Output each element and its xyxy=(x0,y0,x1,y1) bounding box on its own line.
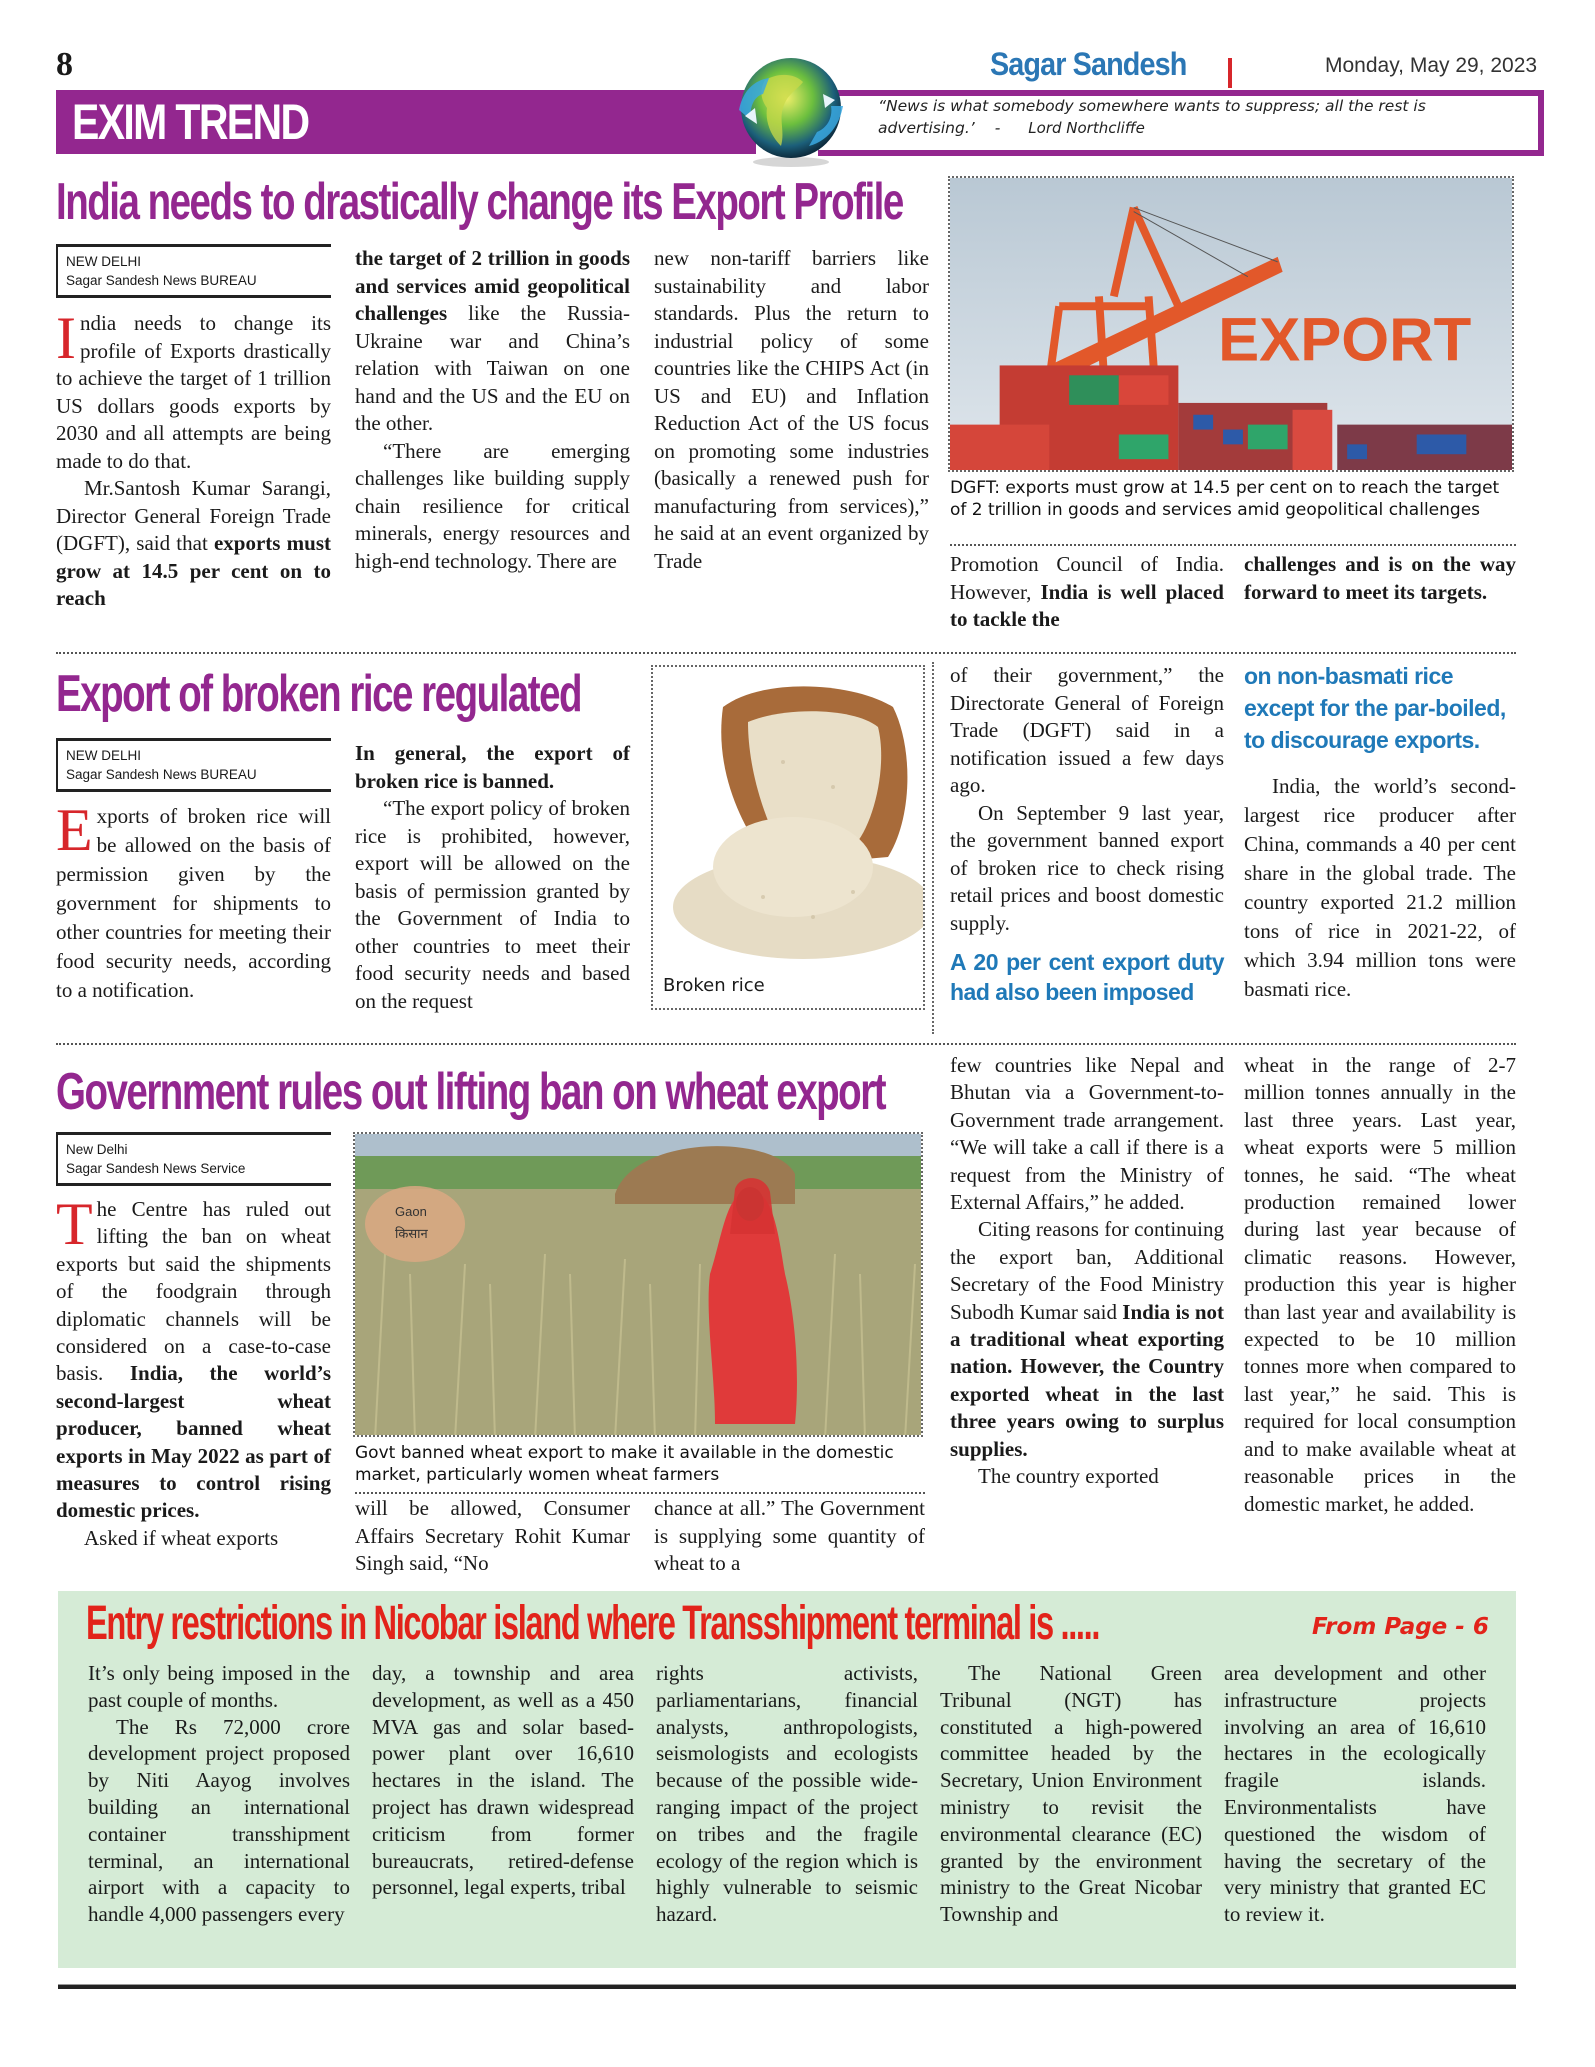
article-1-col-4 xyxy=(950,551,1224,634)
wheat-photo-caption: Govt banned wheat export to make it available in the domestic market, particularly women wheat farmers xyxy=(355,1443,894,1485)
paragraph: will be allowed, Consumer Affairs Secretary Rohit Kumar Singh said, “No xyxy=(355,1496,630,1575)
article-1-byline xyxy=(56,244,331,298)
article-4-col-3 xyxy=(656,1660,918,1928)
paragraph-block xyxy=(1244,772,1516,1004)
quote-text: “News is what somebody somewhere wants to suppress; all the rest is advertising.’ xyxy=(878,97,1426,137)
quote-author: Lord Northcliffe xyxy=(1028,119,1145,137)
article-1-col-3 xyxy=(654,245,929,575)
export-image-label: EXPORT xyxy=(1218,305,1472,375)
article-2-col-1 xyxy=(56,797,331,1005)
bold-text: India is well placed to tackle the xyxy=(950,579,1224,631)
caption-divider xyxy=(355,1492,925,1494)
paragraph: On September 9 last year, the government banned export of broken rice to check rising retail prices and boost domestic supply. xyxy=(950,800,1224,935)
article-1-col-2 xyxy=(355,245,630,575)
globe-icon xyxy=(725,50,853,168)
byline-place: New Delhi xyxy=(66,1142,128,1157)
export-port-photo xyxy=(948,176,1514,472)
article-1-col-1 xyxy=(56,305,331,613)
article-3-headline: Government rules out lifting ban on wheat export xyxy=(56,1063,886,1121)
paragraph: Mr.Santosh Kumar Sarangi, Director General Foreign Trade (DGFT), said that xyxy=(56,476,331,555)
paragraph: The National Green Tribunal (NGT) has constituted a high-powered committee headed by the Secretary, Union Environment ministry to revisit the environmental clearance (EC) granted by the environment ministry to the Great Nicobar Township and xyxy=(940,1661,1202,1927)
article-3-col-3 xyxy=(654,1495,925,1578)
section-title: EXIM TREND xyxy=(72,94,309,150)
caption-divider xyxy=(950,544,1516,546)
broken-rice-photo xyxy=(651,665,925,1010)
byline-source: Sagar Sandesh News BUREAU xyxy=(66,767,257,782)
column-divider xyxy=(932,662,934,1034)
paragraph: It’s only being imposed in the past couple of months. xyxy=(88,1661,350,1712)
paragraph: “There are emerging challenges like building supply chain resilience for critical minerals, energy resources and high-end technology. There are xyxy=(355,438,630,573)
paragraph: new non-tariff barriers like sustainability and labor standards. Plus the return to industrial policy of some countries like the CHIPS Act (in US and EU) and Inflation Reduction Act of the US focus on promoting some industries (basically a renewed push for manufacturing from services),” he said at an event organized by Trade xyxy=(654,246,929,573)
article-3-byline xyxy=(56,1132,331,1186)
paragraph: few countries like Nepal and Bhutan via a Government-to-Government trade arrangement. “We will take a call if there is a request from the Ministry of External Affairs,” he added. xyxy=(950,1053,1224,1215)
article-2-headline: Export of broken rice regulated xyxy=(56,665,582,723)
drop-cap: E xyxy=(56,797,93,863)
paragraph: of their government,” the Directorate General of Foreign Trade (DGFT) said in a notification issued a few days ago. xyxy=(950,663,1224,797)
article-2-byline xyxy=(56,738,331,792)
bold-text: In general, the export of broken rice is banned. xyxy=(355,741,630,793)
paragraph: area development and other infrastructure projects involving an area of 16,610 hectares in the ecologically fragile islands. Environmentalists have questioned the wisdom of having the secretary of the very ministry that granted EC to review it. xyxy=(1224,1661,1486,1927)
article-2-col-2 xyxy=(355,740,630,1015)
paragraph: rights activists, parliamentarians, financial analysts, anthropologists, seismologists and ecologists because of the possible wide-ranging impact of the project on tribes and the fragile ecology of the region which is highly vulnerable to seismic hazard. xyxy=(656,1661,918,1927)
wheat-field-image xyxy=(355,1134,923,1437)
article-3-col-5 xyxy=(1244,1052,1516,1518)
page-number: 8 xyxy=(56,46,73,83)
paragraph: The country exported xyxy=(978,1464,1159,1489)
rice-sack-image xyxy=(653,667,923,967)
article-2-col-3 xyxy=(950,662,1224,1007)
gaon-watermark: Gaon xyxy=(395,1204,427,1219)
article-1-col-5 xyxy=(1244,551,1516,606)
wheat-farmer-photo xyxy=(353,1132,923,1437)
drop-cap: T xyxy=(56,1191,93,1257)
paragraph: ndia needs to change its profile of Exports drastically to achieve the target of 1 trillion US dollars goods exports by 2030 and all attempts are being made to do that. xyxy=(56,311,331,473)
paragraph: wheat in the range of 2-7 million tonnes annually in the last three years. Last year, wheat exports were 5 million tonnes, he said. “The wheat production remained lower during last year because of climatic reasons. However, production this year is higher than last year and availability is expected to be 10 million tonnes more when compared to last year,” he said. This is required for local consumption and to make available wheat at reasonable prices in the domestic market, he added. xyxy=(1244,1053,1516,1516)
bold-text: India, the world’s second-largest wheat producer, banned wheat exports in May 2022 as part of measures to control rising domestic prices. xyxy=(56,1361,332,1523)
article-3-col-4 xyxy=(950,1052,1224,1491)
section-divider xyxy=(56,1043,1516,1045)
rice-photo-caption: Broken rice xyxy=(663,975,765,996)
masthead-quote xyxy=(878,95,1528,139)
bold-text: challenges and is on the way forward to meet its targets. xyxy=(1244,552,1516,604)
pull-quote-continued: on non-basmati rice except for the par-boiled, to discourage exports. xyxy=(1244,663,1506,753)
continued-from-link[interactable]: From Page - 6 xyxy=(1312,1614,1489,1640)
section-divider xyxy=(56,652,1516,654)
paragraph: xports of broken rice will be allowed on the basis of permission given by the government for shipments to other countries for meeting their food security needs, according to a notification. xyxy=(56,804,331,1002)
paragraph: Citing reasons for continuing the export ban, Additional Secretary of the Food Ministry Subodh Kumar said xyxy=(950,1217,1224,1324)
paragraph: day, a township and area development, as well as a 450 MVA gas and solar based-power plant over 16,610 hectares in the island. The project has drawn widespread criticism from former bureaucrats, retired-defense personnel, legal experts, tribal xyxy=(372,1661,634,1900)
article-3-col-2 xyxy=(355,1495,630,1578)
article-4-col-4 xyxy=(940,1660,1202,1928)
export-photo-caption: DGFT: exports must grow at 14.5 per cent on to reach the target of 2 trillion in goods and services amid geopolitical challenges xyxy=(950,478,1500,520)
paragraph: he Centre has ruled out lifting the ban on wheat exports but said the shipments of the foodgrain through diplomatic channels will be considered on a case-to-case basis. xyxy=(56,1197,331,1386)
page-bottom-rule xyxy=(58,1984,1516,1989)
drop-cap: I xyxy=(56,305,76,371)
kisan-watermark: किसान xyxy=(395,1227,428,1242)
bold-text: India is not a traditional wheat exporting nation. However, the Country exported wheat in the last three years owing to surplus supplies. xyxy=(950,1299,1224,1461)
paragraph: India, the world’s second-largest rice producer after China, commands a 40 per cent share in the global trade. The country exported 21.2 million tons of rice in 2021-22, of which 3.94 million tons were basmati rice. xyxy=(1244,774,1516,1001)
byline-source: Sagar Sandesh News BUREAU xyxy=(66,273,257,288)
article-4-col-5 xyxy=(1224,1660,1486,1928)
bold-text: exports must grow at 14.5 per cent on to reach xyxy=(56,531,331,610)
brand-divider xyxy=(1228,58,1232,88)
article-4-col-2 xyxy=(372,1660,634,1901)
article-3-col-1 xyxy=(56,1191,332,1552)
paragraph: The Rs 72,000 crore development project proposed by Niti Aayog involves building an international container transshipment terminal, an international airport with a capacity to handle 4,000 passengers every xyxy=(88,1714,350,1927)
newspaper-brand: Sagar Sandesh xyxy=(990,46,1187,82)
issue-date: Monday, May 29, 2023 xyxy=(1325,54,1538,77)
paragraph: like the Russia-Ukraine war and China’s relation with Taiwan on one hand and the US and the EU on the other. xyxy=(355,301,630,435)
cargo-crane-image xyxy=(950,178,1512,470)
paragraph: Promotion Council of India. However, xyxy=(950,552,1224,604)
bold-text: the target of 2 trillion in goods and services amid geopolitical challenges xyxy=(355,246,630,325)
quote-dash: - xyxy=(994,119,1001,137)
article-1-headline: India needs to drastically change its Export Profile xyxy=(56,173,903,231)
byline-place: NEW DELHI xyxy=(66,748,142,763)
article-4-headline: Entry restrictions in Nicobar island where Transshipment terminal is ..... xyxy=(86,1597,1100,1650)
paragraph: chance at all.” The Government is supplying some quantity of wheat to a xyxy=(654,1496,925,1575)
paragraph: “The export policy of broken rice is prohibited, however, export will be allowed on the basis of permission granted by the Government of India to other countries to meet their food security needs and based on the request xyxy=(355,796,630,1013)
byline-source: Sagar Sandesh News Service xyxy=(66,1161,246,1176)
byline-place: NEW DELHI xyxy=(66,254,142,269)
article-4-col-1 xyxy=(88,1660,350,1928)
pull-quote: A 20 per cent export duty had also been imposed xyxy=(950,949,1224,1005)
paragraph: Asked if wheat exports xyxy=(84,1525,279,1550)
article-2-col-4 xyxy=(1244,660,1516,1004)
